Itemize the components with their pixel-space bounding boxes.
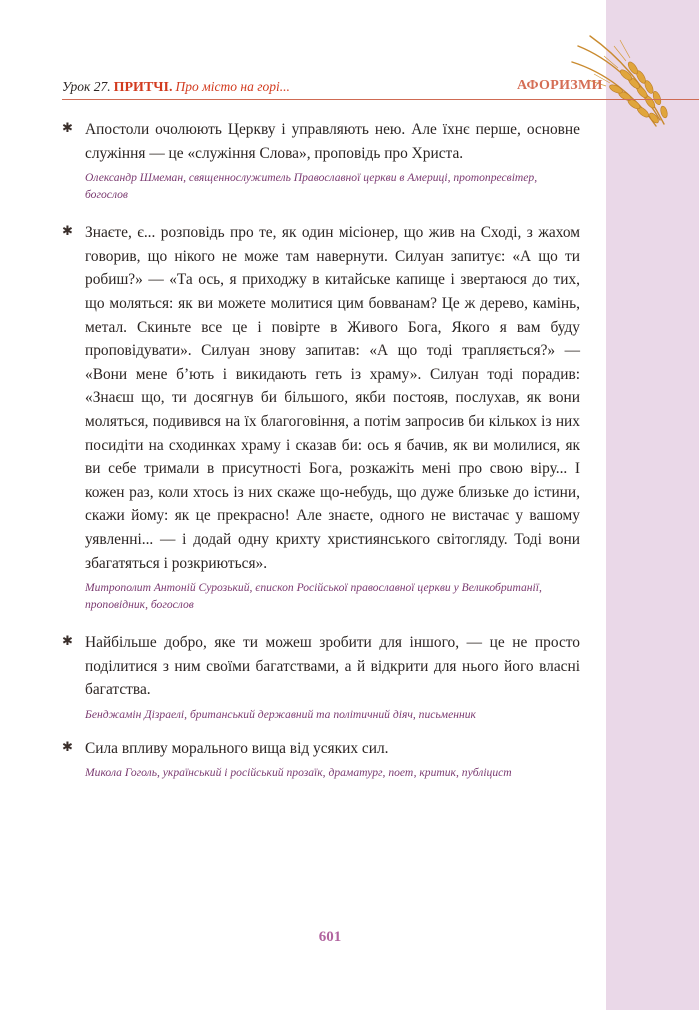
quotes-list <box>62 118 580 781</box>
quote-author: Микола Гоголь, український і російський прозаїк, драматург, поет, критик, публіцист <box>85 766 512 780</box>
side-band <box>606 0 699 1010</box>
quote-text: Апостоли очолюють Церкву і управляють нею. Але їхнє перше, основне служіння — це «служіння Слова», проповідь про Христа. <box>85 121 580 162</box>
asterisk-icon: ✱ <box>62 223 73 239</box>
quote-author: Олександр Шмеман, священнослужитель Православної церкви в Америці, протопресвітер, богослов <box>85 171 538 202</box>
quote-text: Сила впливу морального вища від усяких сил. <box>85 739 389 757</box>
quote-author: Бенджамін Дізраелі, британський державний та політичний діяч, письменник <box>85 707 476 721</box>
header-breadcrumb <box>62 79 290 96</box>
quote-author: Митрополит Антоній Сурозький, єпископ Російської православної церкви у Великобританії, проповідник, богослов <box>85 581 542 612</box>
quote-text: Найбільше добро, яке ти можеш зробити для іншого, — це не просто поділитися з ним своїми багатствами, а й відкрити для нього його власні багатства. <box>85 634 580 699</box>
asterisk-icon: ✱ <box>62 738 73 754</box>
lesson-topic: ПРИТЧІ. <box>113 80 173 95</box>
quote-item <box>62 221 580 613</box>
section-title: АФОРИЗМИ <box>517 78 603 93</box>
asterisk-icon: ✱ <box>62 633 73 649</box>
quote-item <box>62 118 580 203</box>
asterisk-icon: ✱ <box>62 120 73 135</box>
lesson-subtitle: Про місто на горі... <box>175 79 290 94</box>
page-number: 601 <box>318 929 342 945</box>
header-divider <box>62 99 699 100</box>
quote-text: Знаєте, є... розповідь про те, як один місіонер, що жив на Сході, з жахом говорив, що нікого не може там навернути. Силуан запитує: «А що ти робиш?» — «Та ось, я приходжу в китайське капище і звертаюся до тих, що моляться: як ви можете молитися цим бовванам? Це ж дерево, камінь, метал. Скиньте все це і повірте в Живого Бога, Якого я вам буду проповідувати». Силуан знову запитав: «А що тоді трапляється?» — «Вони мене б’ють і викидають геть із храму». Силуан тоді порадив: «Знаєш що, ти досягнув би більшого, якби постояв, послухав, як вони моляться, подивився на їх благоговіння, а потім запросив би кількох із них посидіти на сходинках храму і сказав би: ось я бачив, як ви молилися, як ви себе тримали в присутності Бога, розкажіть мені про свою віру... І кожен раз, коли хтось із них скаже що-небудь, що дуже близьке до істини, скажи йому: як це прекрасно! Але знаєте, одного не вистачає у вашому уявленні... — і додай одну крихту християнського світогляду. Тоді вони збагатяться і розкриються». <box>85 224 580 572</box>
quote-item <box>62 631 580 723</box>
lesson-number: Урок 27. <box>62 79 111 94</box>
quote-item <box>62 737 580 782</box>
